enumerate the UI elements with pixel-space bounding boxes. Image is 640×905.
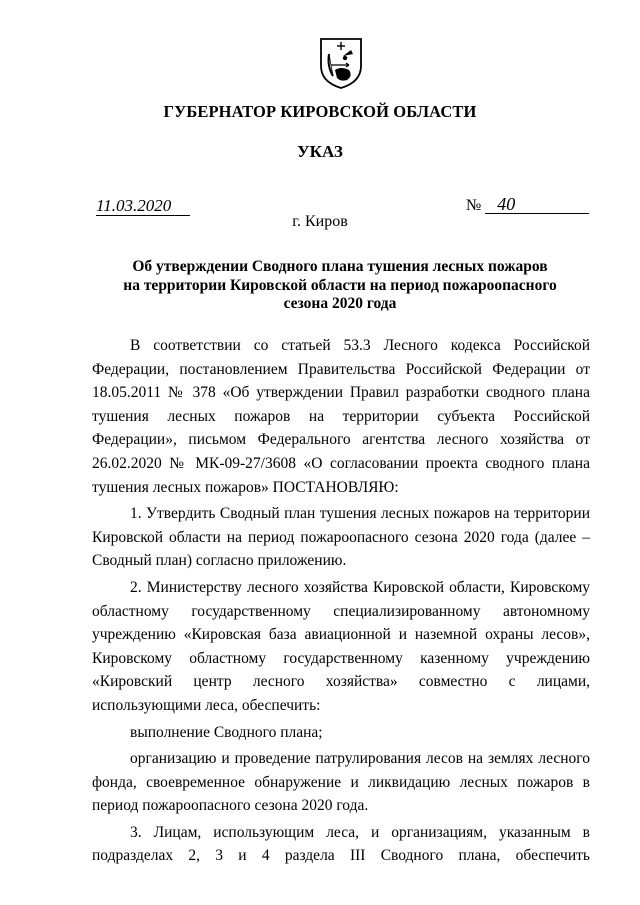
decree-title: [90, 258, 590, 314]
title-line: Об утверждении Сводного плана тушения лесных пожаров: [132, 258, 548, 275]
decree-date: 11.03.2020: [96, 197, 190, 216]
clause-2-item-2: организацию и проведение патрулирования лесов на землях лесного фонда, своевременное обнаружение и ликвидацию лесных пожаров в период пожароопасного сезона 2020 года.: [92, 750, 590, 815]
clause-2-item-1: выполнение Сводного плана;: [130, 723, 323, 741]
title-line: на территории Кировской области на период пожароопасного: [123, 276, 557, 294]
title-line: сезона 2020 года: [283, 295, 397, 312]
document-type-heading: УКАЗ: [297, 142, 343, 161]
decree-number: 40: [485, 195, 589, 214]
decree-body: [92, 334, 590, 868]
decree-number-block: [466, 195, 589, 215]
preamble-paragraph: В соответствии со статьей 53.3 Лесного кодекса Российской Федерации, постановлением Правительства Российской Федерации от 18.05.2011 № 378 «Об утверждении Правил разработки сводного плана тушения лесных пожаров на территории субъекта Российской Федерации», письмом Федерального агентства лесного хозяйства от 26.02.2020 № МК-09-27/3608 «О согласовании проекта сводного плана тушения лесных пожаров» ПОСТАНОВЛЯЮ:: [92, 337, 590, 496]
clause-1-paragraph: 1. Утвердить Сводный план тушения лесных пожаров на территории Кировской области на период пожароопасного сезона 2020 года (далее – Сводный план) согласно приложению.: [92, 505, 590, 570]
coat-of-arms-icon: [319, 36, 363, 90]
number-sign: №: [466, 197, 482, 214]
city-line: г. Киров: [292, 213, 348, 230]
clause-2-paragraph: 2. Министерству лесного хозяйства Кировской области, Кировскому областному государственному специализированному автономному учреждению «Кировская база авиационной и наземной охраны лесов», Кировскому областному государственному казенному учреждению «Кировский центр лесного хозяйства» совместно с лицами, использующими леса, обеспечить:: [92, 578, 590, 714]
clause-3-paragraph: 3. Лицам, использующим леса, и организациям, указанным в подразделах 2, 3 и 4 раздела III Сводного плана, обеспечить: [92, 823, 590, 865]
issuer-heading: ГУБЕРНАТОР КИРОВСКОЙ ОБЛАСТИ: [163, 102, 477, 121]
